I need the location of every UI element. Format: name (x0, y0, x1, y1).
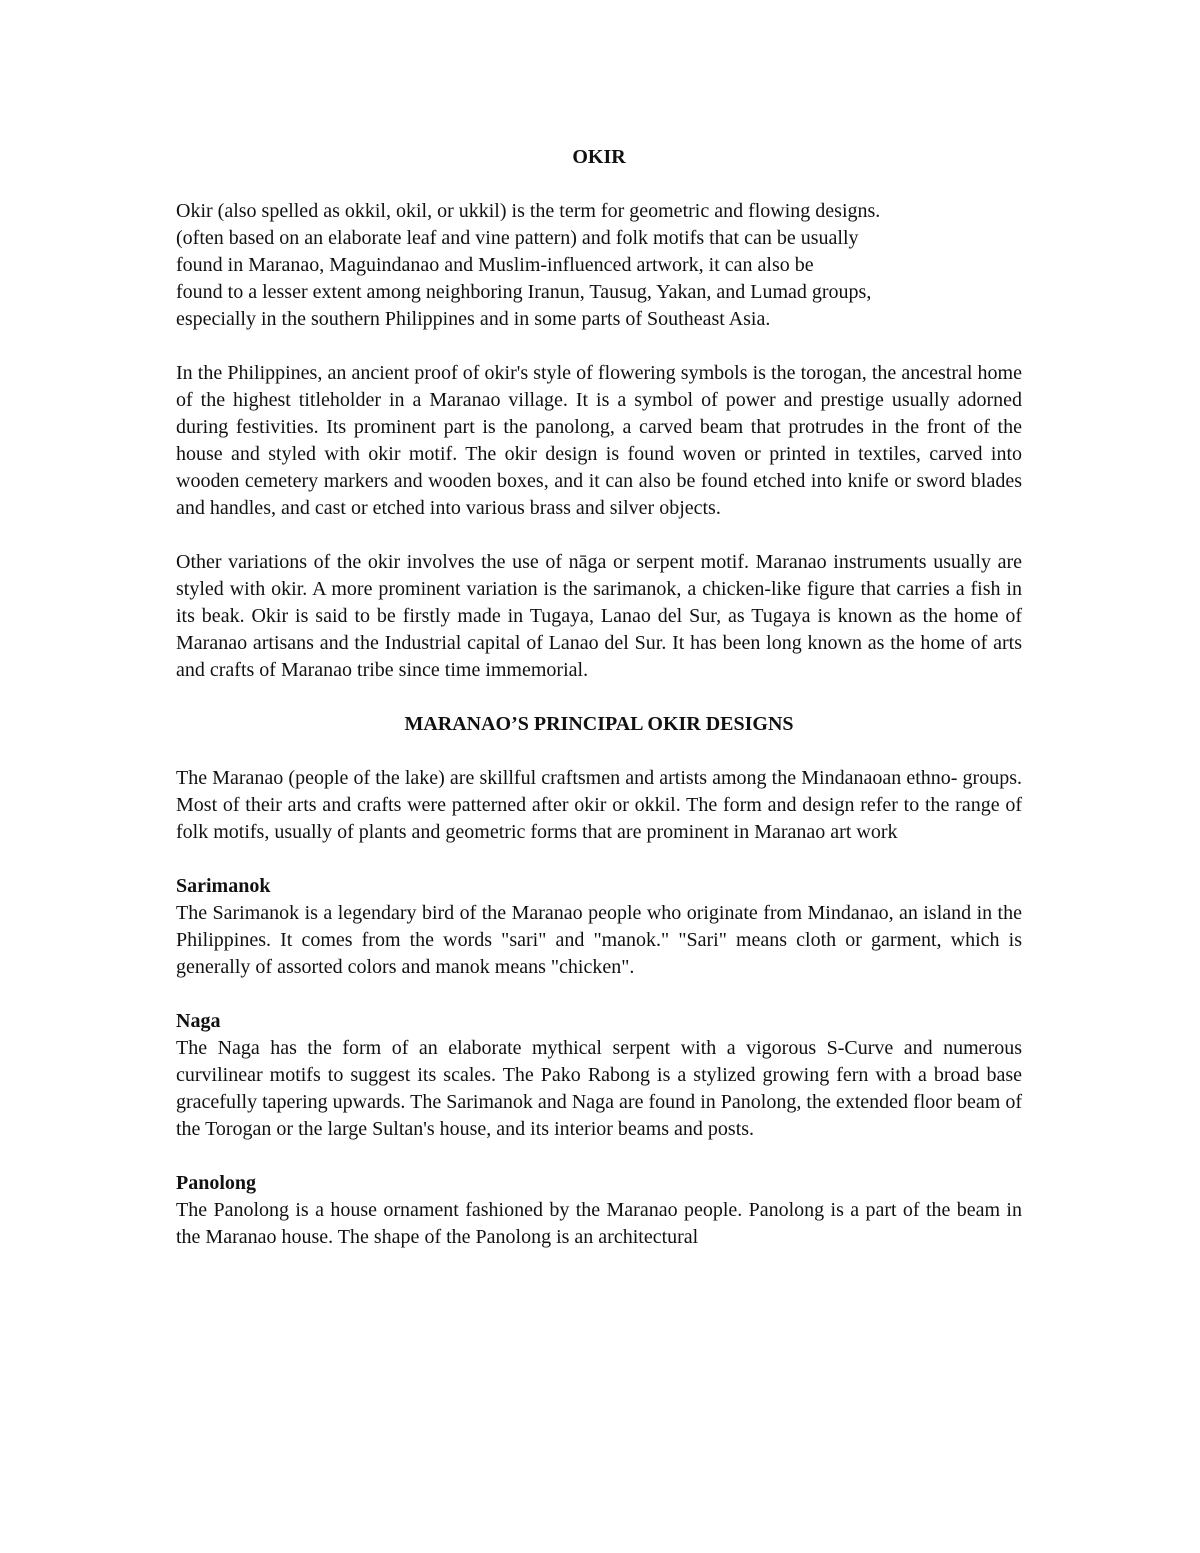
torogan-paragraph: In the Philippines, an ancient proof of okir's style of flowering symbols is the torogan, the ancestral home of the highest titleholder in a Maranao village. It is a symbol of power and prestige usually adorned during festivities. Its prominent part is the panolong, a carved beam that protrudes in the front of the house and styled with okir motif. The okir design is found woven or printed in textiles, carved into wooden cemetery markers and wooden boxes, and it can also be found etched into knife or sword blades and handles, and cast or etched into various brass and silver objects. (176, 362, 1022, 519)
sarimanok-section (176, 873, 1022, 981)
naga-section (176, 1008, 1022, 1143)
page-content (176, 144, 1022, 1251)
intro-paragraph (176, 198, 1022, 333)
maranao-paragraph: The Maranao (people of the lake) are skillful craftsmen and artists among the Mindanaoan ethno- groups. Most of their arts and crafts were patterned after okir or okkil. The form and design refer to the range of folk motifs, usually of plants and geometric forms that are prominent in Maranao art work (176, 767, 1022, 843)
naga-heading: Naga (176, 1010, 221, 1032)
intro-line: found to a lesser extent among neighboring Iranun, Tausug, Yakan, and Lumad groups, (176, 281, 872, 303)
panolong-body: The Panolong is a house ornament fashioned by the Maranao people. Panolong is a part of the beam in the Maranao house. The shape of the Panolong is an architectural (176, 1199, 1022, 1248)
panolong-section (176, 1170, 1022, 1251)
intro-line: found in Maranao, Maguindanao and Muslim-influenced artwork, it can also be (176, 254, 814, 276)
intro-line: (often based on an elaborate leaf and vine pattern) and folk motifs that can be usually (176, 227, 859, 249)
sarimanok-body: The Sarimanok is a legendary bird of the Maranao people who originate from Mindanao, an island in the Philippines. It comes from the words "sari" and "manok." "Sari" means cloth or garment, which is generally of assorted colors and manok means "chicken". (176, 902, 1022, 978)
naga-body: The Naga has the form of an elaborate mythical serpent with a vigorous S-Curve and numerous curvilinear motifs to suggest its scales. The Pako Rabong is a stylized growing fern with a broad base gracefully tapering upwards. The Sarimanok and Naga are found in Panolong, the extended floor beam of the Torogan or the large Sultan's house, and its interior beams and posts. (176, 1037, 1022, 1140)
intro-line: especially in the southern Philippines and in some parts of Southeast Asia. (176, 308, 771, 330)
variations-paragraph: Other variations of the okir involves the use of nāga or serpent motif. Maranao instruments usually are styled with okir. A more prominent variation is the sarimanok, a chicken-like figure that carries a fish in its beak. Okir is said to be firstly made in Tugaya, Lanao del Sur, as Tugaya is known as the home of Maranao artisans and the Industrial capital of Lanao del Sur. It has been long known as the home of arts and crafts of Maranao tribe since time immemorial. (176, 551, 1022, 681)
intro-line: Okir (also spelled as okkil, okil, or ukkil) is the term for geometric and flowing designs. (176, 200, 881, 222)
page-title: OKIR (572, 146, 626, 168)
panolong-heading: Panolong (176, 1172, 257, 1194)
sarimanok-heading: Sarimanok (176, 875, 271, 897)
section-title: MARANAO’S PRINCIPAL OKIR DESIGNS (404, 713, 794, 735)
